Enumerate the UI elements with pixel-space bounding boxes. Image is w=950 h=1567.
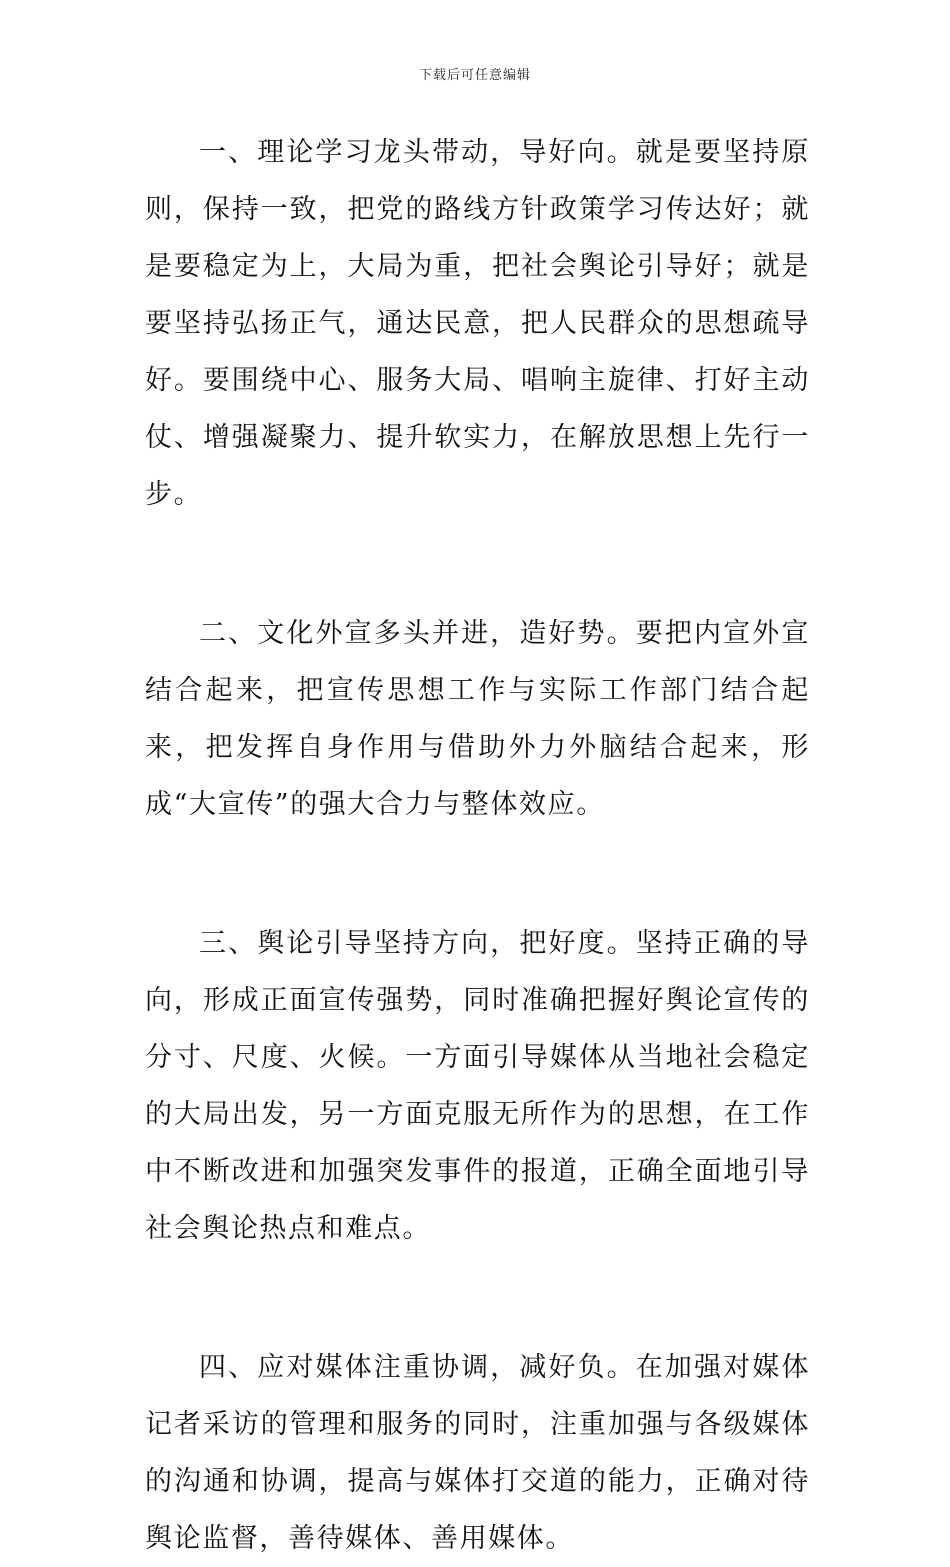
- paragraph-3: 三、舆论引导坚持方向，把好度。坚持正确的导向，形成正面宣传强势，同时准确把握好舆论宣传的分寸、尺度、火候。一方面引导媒体从当地社会稳定的大局出发，另一方面克服无所作为的思想，在工作中不断改进和加强突发事件的报道，正确全面地引导社会舆论热点和难点。: [145, 928, 810, 1244]
- page-header: 下载后可任意编辑: [418, 68, 531, 83]
- paragraph-4: 四、应对媒体注重协调，减好负。在加强对媒体记者采访的管理和服务的同时，注重加强与各级媒体的沟通和协调，提高与媒体打交道的能力，正确对待舆论监督，善待媒体、善用媒体。: [145, 1352, 810, 1554]
- paragraph-2: 二、文化外宣多头并进，造好势。要把内宣外宣结合起来，把宣传思想工作与实际工作部门结合起来，把发挥自身作用与借助外力外脑结合起来，形成“大宣传”的强大合力与整体效应。: [145, 618, 810, 820]
- document-body: [145, 124, 810, 1567]
- paragraph-1: 一、理论学习龙头带动，导好向。就是要坚持原则，保持一致，把党的路线方针政策学习传达好；就是要稳定为上，大局为重，把社会舆论引导好；就是要坚持弘扬正气，通达民意，把人民群众的思想疏导好。要围绕中心、服务大局、唱响主旋律、打好主动仗、增强凝聚力、提升软实力，在解放思想上先行一步。: [145, 137, 810, 510]
